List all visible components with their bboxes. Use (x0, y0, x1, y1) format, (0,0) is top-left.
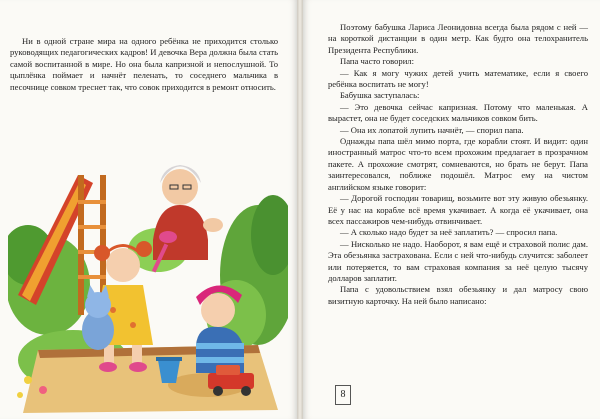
children-in-sandbox-illustration (8, 145, 288, 415)
left-page (0, 0, 297, 419)
paragraph: Однажды папа шёл мимо порта, где корабли стоят. И видит: один иностранный матрос что-то всем прохожим предлагает в прозрачном пакете. А прохожие смотрят, сомневаются, но брать не берут. Папа заинтересовался, поближе подошёл. Матрос ему на чистом английском языке говорит: (328, 136, 588, 192)
paragraph: — Как я могу чужих детей учить математике, если я своего ребёнка воспитать не могу! (328, 67, 588, 90)
paragraph: — Это девочка сейчас капризная. Потому что маленькая. А вырастет, она не будет соседских мальчиков совком бить. (328, 101, 588, 124)
paragraph: Бабушка заступалась: (340, 90, 420, 101)
paragraph: Папа с удовольствием взял обезьянку и дал матросу свою визитную карточку. На ней было написано: (328, 284, 588, 306)
paragraph: Папа часто говорил: (340, 56, 414, 67)
grandma-figure-icon (153, 165, 223, 260)
page-number: 8 (335, 385, 351, 405)
paragraph: Ни в одной стране мира на одного ребёнка не приходится столько руководящих педагогических кадров! И девочка Вера должна была стать самой воспитанной в мире. Но она была капризной и непослушной. То цыплёнка поймает и начнёт пеленать, то соседнего мальчика в песочнице совком треснет так, что совок приходится в ремонт относить. (10, 36, 278, 92)
paragraph: Поэтому бабушка Лариса Леонидовна всегда была рядом с ней — на короткой дистанции в один метр. Как будто она телохранитель Президента Республики. (328, 22, 588, 55)
paragraph: — Дорогой господин товарищ, возьмите вот эту живую обезьянку. Её у нас на корабле всё время укачивает. А когда её укачивает, она всех пассажиров чем-нибудь отвинчивает. (328, 193, 588, 226)
left-page-text (10, 36, 278, 93)
right-page-text (328, 22, 588, 307)
paragraph: — А сколько надо будет за неё заплатить? — спросил папа. (340, 227, 558, 238)
right-page (303, 0, 600, 419)
paragraph: — Нисколько не надо. Наоборот, я вам ещё и страховой полис дам. Эта обезьянка застрахована. Если с ней что-нибудь случится: заболеет или потеряется, то вам страховая компания за неё целую тысячу долларов заплатит. (328, 238, 588, 283)
paragraph: — Она их лопатой лупить начнёт, — спорил папа. (340, 124, 524, 135)
